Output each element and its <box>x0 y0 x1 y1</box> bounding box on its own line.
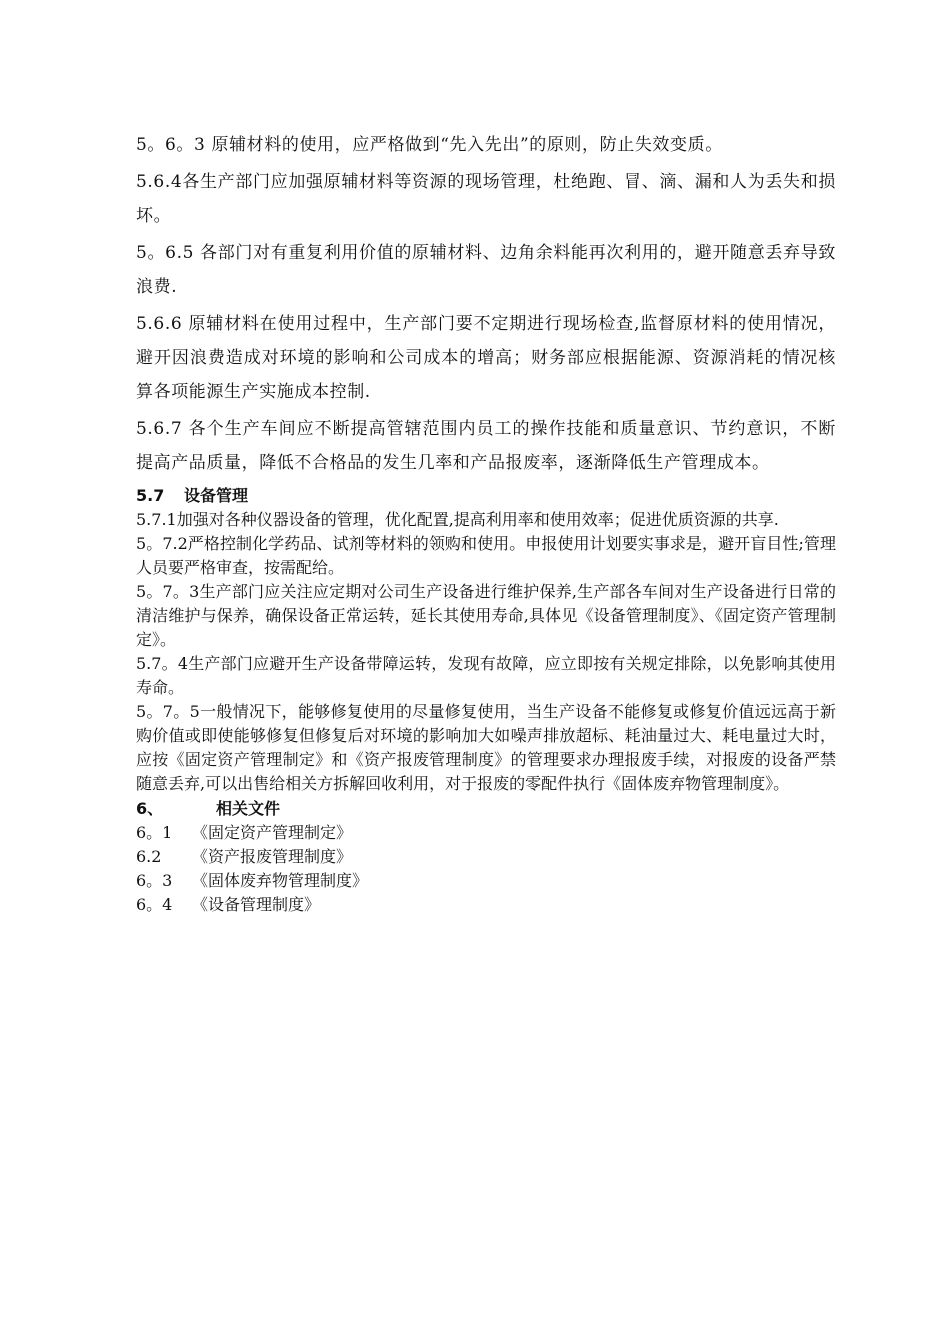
list-item <box>136 821 836 845</box>
section-heading-5-7 <box>136 483 836 508</box>
paragraph-5-7-5: 5。7。5一般情况下，能够修复使用的尽量修复使用，当生产设备不能修复或修复价值远远高于新购价值或即使能够修复但修复后对环境的影响加大如噪声排放超标、耗油量过大、耗电量过大时，应按《固定资产管理制定》和《资产报废管理制度》的管理要求办理报废手续，对报废的设备严禁随意丢弃,可以出售给相关方拆解回收利用，对于报废的零配件执行《固体废弃物管理制度》。 <box>136 702 836 793</box>
list-item <box>136 845 836 869</box>
section-heading-6 <box>136 796 836 821</box>
list-item <box>136 893 836 917</box>
section-number: 5.7 <box>136 486 165 505</box>
reference-number: 6。3 <box>136 871 173 890</box>
related-documents-list <box>136 821 836 917</box>
reference-number: 6。4 <box>136 895 173 914</box>
list-item <box>136 869 836 893</box>
paragraph-5-6-7: 5.6.7 各个生产车间应不断提高管辖范围内员工的操作技能和质量意识、节约意识，不断提高产品质量，降低不合格品的发生几率和产品报废率，逐渐降低生产管理成本。 <box>136 419 836 473</box>
document-page <box>136 128 836 917</box>
paragraph-5-7-4: 5.7。4生产部门应避开生产设备带障运转，发现有故障，应立即按有关规定排除，以免影响其使用寿命。 <box>136 654 836 697</box>
reference-title: 《设备管理制度》 <box>192 895 321 914</box>
section-title: 相关文件 <box>216 799 281 818</box>
section-title: 设备管理 <box>184 486 249 505</box>
reference-number: 6.2 <box>136 847 162 866</box>
paragraph-5-6-5: 5。6.5 各部门对有重复利用价值的原辅材料、边角余料能再次利用的，避开随意丢弃导致浪费. <box>136 243 836 297</box>
paragraph-5-6-4: 5.6.4各生产部门应加强原辅材料等资源的现场管理，杜绝跑、冒、滴、漏和人为丢失和损坏。 <box>136 172 836 226</box>
reference-title: 《固体废弃物管理制度》 <box>192 871 369 890</box>
section-number: 6、 <box>136 799 164 818</box>
reference-title: 《资产报废管理制度》 <box>192 847 353 866</box>
reference-number: 6。1 <box>136 823 173 842</box>
paragraph-5-7-1: 5.7.1加强对各种仪器设备的管理，优化配置,提高利用率和使用效率；促进优质资源的共享. <box>136 510 779 529</box>
paragraph-5-6-6: 5.6.6 原辅材料在使用过程中，生产部门要不定期进行现场检查,监督原材料的使用情况，避开因浪费造成对环境的影响和公司成本的增高；财务部应根据能源、资源消耗的情况核算各项能源生产实施成本控制. <box>136 314 836 402</box>
paragraph-5-7-2: 5。7.2严格控制化学药品、试剂等材料的领购和使用。申报使用计划要实事求是，避开盲目性;管理人员要严格审查，按需配给。 <box>136 534 836 577</box>
reference-title: 《固定资产管理制定》 <box>192 823 353 842</box>
paragraph-5-7-3: 5。7。3生产部门应关注应定期对公司生产设备进行维护保养,生产部各车间对生产设备进行日常的清洁维护与保养，确保设备正常运转，延长其使用寿命,具体见《设备管理制度》、《固定资产管理制定》。 <box>136 582 836 649</box>
paragraph-5-6-3: 5。6。3 原辅材料的使用，应严格做到“先入先出”的原则，防止失效变质。 <box>136 135 723 155</box>
